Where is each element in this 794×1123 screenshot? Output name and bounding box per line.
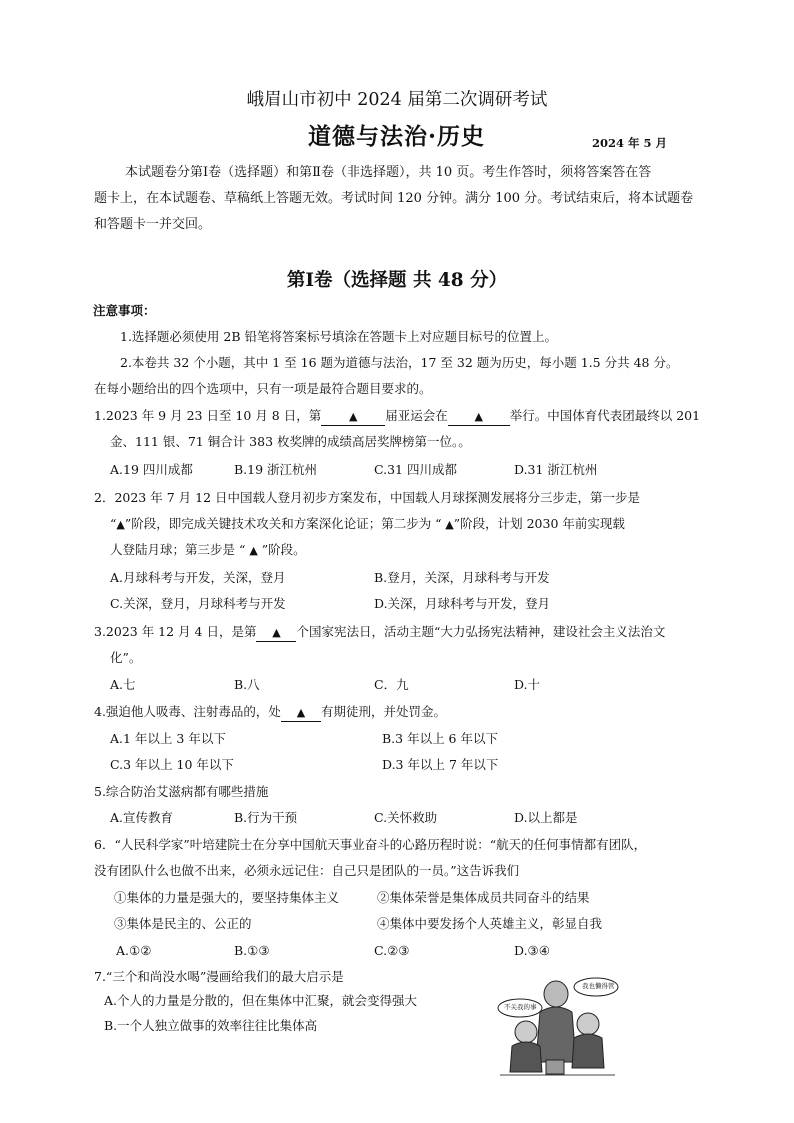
question-2-option-a: A.月球科考与开发，关深，登月 <box>110 570 286 585</box>
question-6-option-d: D.③④ <box>514 943 550 958</box>
question-5-option-b: B.行为干预 <box>234 810 298 825</box>
question-3-option-d: D.十 <box>514 677 541 692</box>
subject-title: 道德与法治·历史 <box>308 123 486 150</box>
question-2-stem: 2．2023 年 7 月 12 日中国载人登月初步方案发布，中国载人月球探测发展将分三步走，第一步是 <box>94 490 640 505</box>
answer-blank: ▲ <box>281 704 321 722</box>
question-1-option-b: B.19 浙江杭州 <box>234 462 318 477</box>
section-title: 第Ⅰ卷（选择题 共 48 分） <box>286 270 508 291</box>
exam-school-title: 峨眉山市初中 2024 届第二次调研考试 <box>246 90 548 110</box>
question-3-option-c: C．九 <box>374 677 409 692</box>
question-7-stem: 7.“三个和尚没水喝”漫画给我们的最大启示是 <box>94 969 344 984</box>
three-monks-cartoon <box>490 972 622 1078</box>
question-7-option-a: A.个人的力量是分散的，但在集体中汇聚，就会变得强大 <box>104 993 418 1008</box>
cartoon-bubble-left: 不关我的事 <box>504 1003 537 1011</box>
question-3-stem-line-2: 化”。 <box>110 650 142 665</box>
question-4-option-c: C.3 年以上 10 年以下 <box>110 757 234 772</box>
notice-line-1: 1.选择题必须使用 2B 铅笔将答案标号填涂在答题卡上对应题目标号的位置上。 <box>120 329 558 344</box>
question-1-option-c: C.31 四川成都 <box>374 462 457 477</box>
question-1-stem-line-2: 金、111 银、71 铜合计 383 枚奖牌的成绩高居奖牌榜第一位。。 <box>110 434 471 449</box>
notice-line-2: 2.本卷共 32 个小题，其中 1 至 16 题为道德与法治，17 至 32 题为历史，每小题 1.5 分共 48 分。 <box>120 355 679 370</box>
question-6-option-a: A.①② <box>116 943 152 958</box>
question-6-statement-1: ①集体的力量是强大的，要坚持集体主义 <box>114 890 340 905</box>
question-4-option-a: A.1 年以上 3 年以下 <box>110 731 226 746</box>
question-6-statement-4: ④集体中要发扬个人英雄主义，彰显自我 <box>377 916 603 931</box>
question-7-option-b: B.一个人独立做事的效率往往比集体高 <box>104 1018 318 1033</box>
question-2-stem-line-2: “▲”阶段，即完成关键技术攻关和方案深化论证；第二步为 “ ▲”阶段，计划 2030 年前实现载 <box>110 516 625 531</box>
question-5-stem: 5.综合防治艾滋病都有哪些措施 <box>94 784 269 799</box>
question-1-option-d: D.31 浙江杭州 <box>514 462 598 477</box>
question-1-option-a: A.19 四川成都 <box>110 462 193 477</box>
answer-blank: ▲ <box>448 408 510 426</box>
question-4-stem: 4.强迫他人吸毒、注射毒品的，处 ▲ 有期徒刑，并处罚金。 <box>94 702 446 722</box>
question-5-option-c: C.关怀救助 <box>374 810 438 825</box>
notice-line-3: 在每小题给出的四个选项中，只有一项是最符合题目要求的。 <box>94 381 432 396</box>
intro-line-2: 题卡上，在本试题卷、草稿纸上答题无效。考试时间 120 分钟。满分 100 分。考试结束后，将本试题卷 <box>94 191 694 206</box>
question-6-statement-3: ③集体是民主的、公正的 <box>114 916 252 931</box>
question-4-option-b: B.3 年以上 6 年以下 <box>382 731 498 746</box>
question-2-option-b: B.登月，关深，月球科考与开发 <box>374 570 550 585</box>
question-5-option-a: A.宣传教育 <box>110 810 174 825</box>
question-4-option-d: D.3 年以上 7 年以下 <box>382 757 499 772</box>
question-3-option-b: B.八 <box>234 677 260 692</box>
question-2-option-c: C.关深，登月，月球科考与开发 <box>110 596 286 611</box>
question-6-option-c: C.②③ <box>374 943 410 958</box>
question-6-option-b: B.①③ <box>234 943 270 958</box>
notice-heading: 注意事项： <box>93 303 156 318</box>
question-2-option-d: D.关深，月球科考与开发，登月 <box>374 596 551 611</box>
answer-blank: ▲ <box>321 408 385 426</box>
question-1-stem: 1.2023 年 9 月 23 日至 10 月 8 日，第 ▲ 届亚运会在 ▲ 举行。中国体育代表团最终以 201 <box>94 406 700 426</box>
question-3-stem: 3.2023 年 12 月 4 日，是第 ▲ 个国家宪法日，活动主题“大力弘扬宪法精神，建设社会主义法治文 <box>94 622 665 642</box>
answer-blank: ▲ <box>256 624 296 642</box>
question-6-stem: 6．“人民科学家”叶培建院士在分享中国航天事业奋斗的心路历程时说：“航天的任何事情都有团队， <box>94 837 647 852</box>
cartoon-bubble-right: 我也懒得管 <box>582 982 615 990</box>
exam-date: 2024 年 5 月 <box>592 136 668 150</box>
intro-line-3: 和答题卡一并交回。 <box>94 217 212 232</box>
question-3-option-a: A.七 <box>110 677 136 692</box>
question-6-stem-line-2: 没有团队什么也做不出来，必须永远记住：自己只是团队的一员。”这告诉我们 <box>94 863 520 878</box>
question-2-stem-line-3: 人登陆月球；第三步是 “ ▲ ”阶段。 <box>110 542 306 557</box>
question-6-statement-2: ②集体荣誉是集体成员共同奋斗的结果 <box>377 890 590 905</box>
intro-line-1: 本试题卷分第Ⅰ卷（选择题）和第Ⅱ卷（非选择题），共 10 页。考生作答时，须将答案答在答 <box>125 165 652 180</box>
question-5-option-d: D.以上都是 <box>514 810 578 825</box>
